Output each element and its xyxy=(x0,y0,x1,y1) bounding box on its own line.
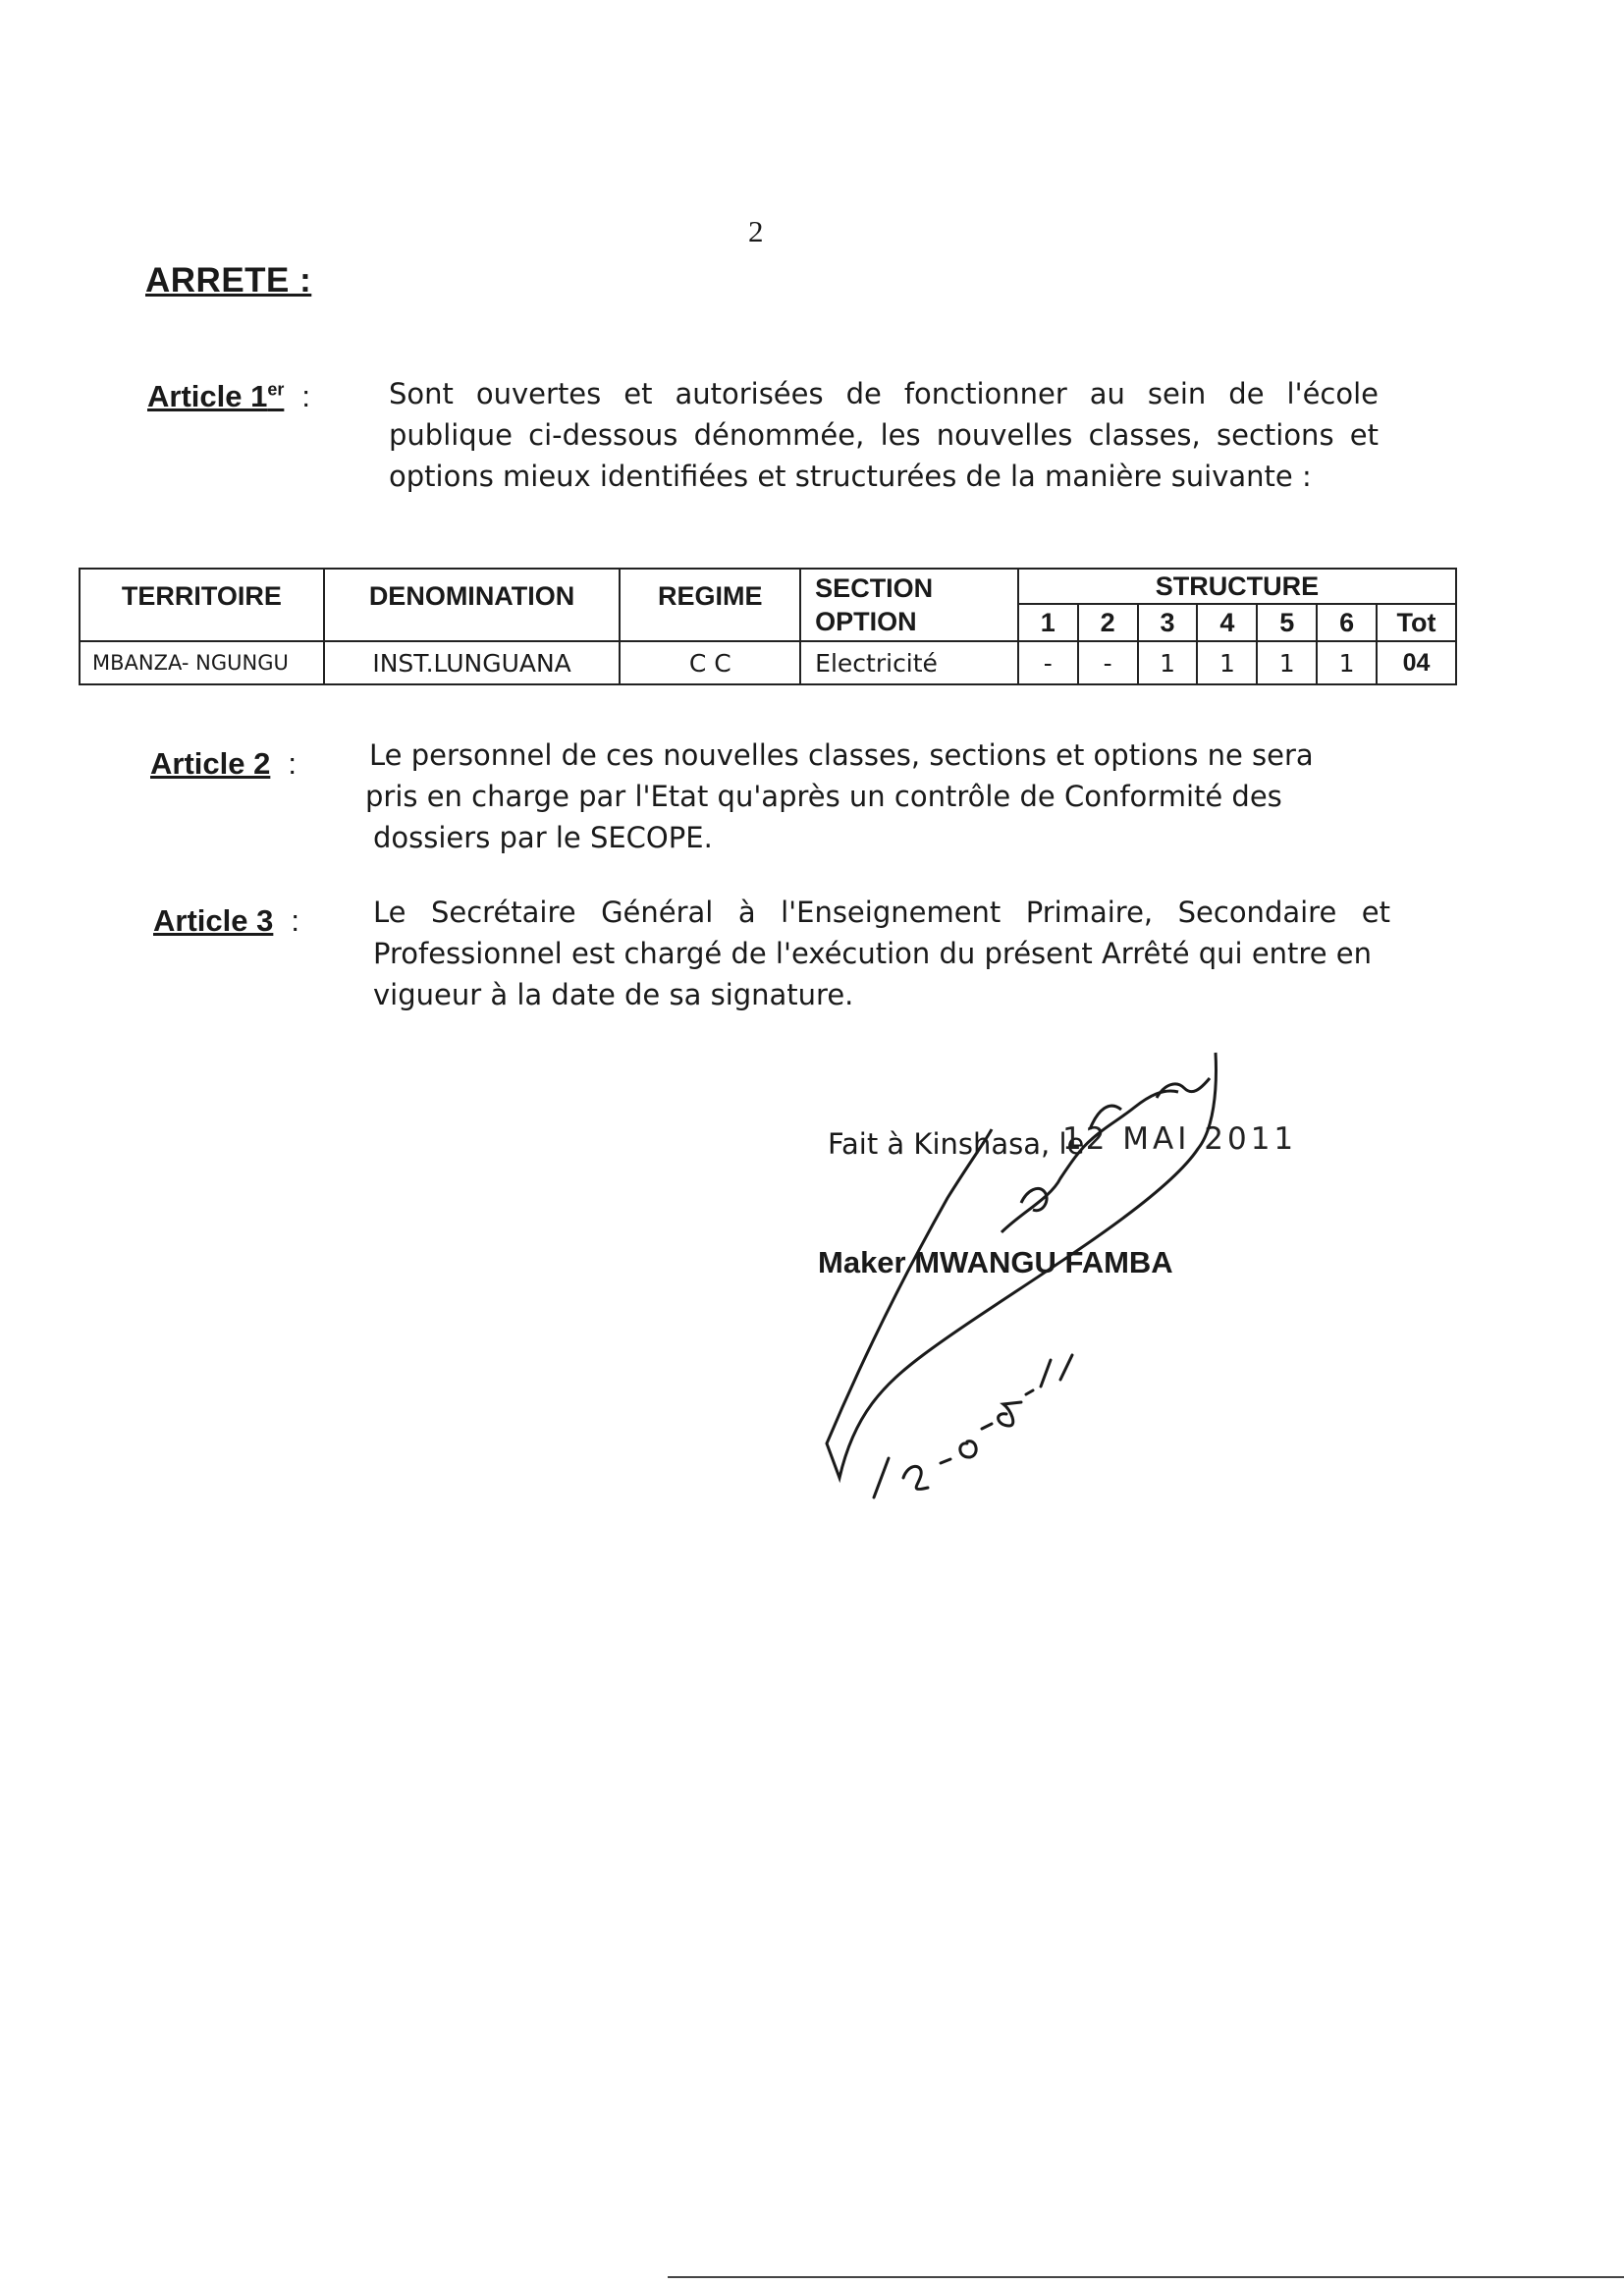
cell-total: 04 xyxy=(1377,641,1456,684)
level-header: 3 xyxy=(1138,604,1198,641)
header-territoire: TERRITOIRE xyxy=(80,569,324,641)
article-1-text xyxy=(389,373,1379,497)
cell-level: - xyxy=(1078,641,1138,684)
cell-level: 1 xyxy=(1257,641,1317,684)
article-2-line: Le personnel de ces nouvelles classes, sections et options ne sera xyxy=(369,738,1314,772)
level-header: 2 xyxy=(1078,604,1138,641)
signer-name: Maker MWANGU FAMBA xyxy=(818,1245,1173,1279)
article-3-line: vigueur à la date de sa signature. xyxy=(373,978,854,1011)
level-header: 4 xyxy=(1197,604,1257,641)
cell-regime: C C xyxy=(620,641,800,684)
cell-territoire: MBANZA- NGUNGU xyxy=(80,641,324,684)
stamped-date: 12 MAI 2011 xyxy=(1062,1121,1298,1157)
cell-level: 1 xyxy=(1138,641,1198,684)
cell-option: Electricité xyxy=(800,641,1018,684)
table-row xyxy=(80,641,1456,684)
article-2-line: pris en charge par l'Etat qu'après un contrôle de Conformité des xyxy=(365,780,1282,813)
place-date: Fait à Kinshasa, le xyxy=(828,1127,1085,1161)
header-structure: STRUCTURE xyxy=(1018,569,1456,604)
article-2-text xyxy=(365,734,1347,858)
article-3-line: Professionnel est chargé de l'exécution du présent Arrêté qui entre en xyxy=(373,937,1372,970)
header-section: SECTION xyxy=(800,569,1018,604)
page-number: 2 xyxy=(748,214,764,248)
decree-heading: ARRETE : xyxy=(145,261,312,299)
article-1-line: Sont ouvertes et autorisées de fonctionner au sein de l'école xyxy=(389,377,1379,410)
article-2-line: dossiers par le SECOPE. xyxy=(373,821,713,854)
article-1-label: Article 1er : xyxy=(147,379,310,413)
cell-level: - xyxy=(1018,641,1078,684)
total-header: Tot xyxy=(1377,604,1456,641)
structure-table xyxy=(79,568,1457,685)
level-header: 5 xyxy=(1257,604,1317,641)
header-regime: REGIME xyxy=(620,569,800,641)
article-3-line: Le Secrétaire Général à l'Enseignement Primaire, Secondaire et xyxy=(373,896,1390,929)
cell-level: 1 xyxy=(1197,641,1257,684)
level-header: 6 xyxy=(1317,604,1377,641)
article-1-line: options mieux identifiées et structurées de la manière suivante : xyxy=(389,460,1312,493)
cell-denomination: INST.LUNGUANA xyxy=(324,641,621,684)
scan-edge-line xyxy=(668,2276,1624,2278)
level-header: 1 xyxy=(1018,604,1078,641)
header-denomination: DENOMINATION xyxy=(324,569,621,641)
article-1-line: publique ci-dessous dénommée, les nouvelles classes, sections et xyxy=(389,418,1379,452)
article-3-text xyxy=(373,892,1390,1015)
header-option: OPTION xyxy=(800,604,1018,641)
article-3-label: Article 3 : xyxy=(153,903,299,938)
article-2-label: Article 2 : xyxy=(150,746,297,781)
cell-level: 1 xyxy=(1317,641,1377,684)
